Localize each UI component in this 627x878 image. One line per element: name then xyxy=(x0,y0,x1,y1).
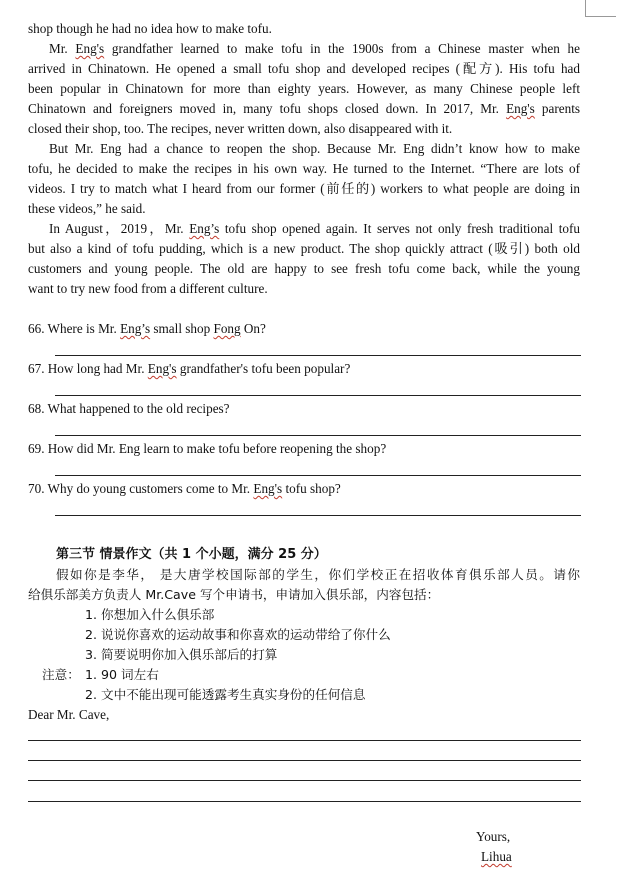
passage-line: shop though he had no idea how to make tofu. xyxy=(28,21,272,36)
note-item: 1. 90 词左右 xyxy=(85,667,159,682)
letter-signature: Lihua xyxy=(481,849,512,864)
answer-line-68[interactable] xyxy=(55,435,581,436)
answer-line-70[interactable] xyxy=(55,515,581,516)
question-68: 68. What happened to the old recipes? xyxy=(28,401,230,416)
passage-line: customers and young people. The old are happy to see fresh tofu come back, while the young xyxy=(28,261,580,276)
passage-line: Mr. Eng's grandfather learned to make tofu in the 1900s from a Chinese master when he xyxy=(49,41,580,56)
prompt-item: 2. 说说你喜欢的运动故事和你喜欢的运动带给了你什么 xyxy=(85,627,391,642)
prompt-item: 1. 你想加入什么俱乐部 xyxy=(85,607,215,622)
section-title: 第三节 情景作文（共 1 个小题，满分 25 分） xyxy=(56,547,327,562)
question-70: 70. Why do young customers come to Mr. Eng's tofu shop? xyxy=(28,481,341,496)
note-label: 注意： xyxy=(42,667,80,682)
letter-closing: Yours, xyxy=(476,829,511,844)
answer-line-67[interactable] xyxy=(55,395,581,396)
prompt-line: 假如你是李华， 是大唐学校国际部的学生，你们学校正在招收体育俱乐部人员。请你 xyxy=(56,567,580,582)
passage-line: been popular in Chinatown for more than eighty years. However, as many Chinese people left xyxy=(28,81,580,96)
question-67: 67. How long had Mr. Eng's grandfather's tofu been popular? xyxy=(28,361,351,376)
writing-line[interactable] xyxy=(28,801,581,802)
question-69: 69. How did Mr. Eng learn to make tofu before reopening the shop? xyxy=(28,441,387,456)
page-corner-mark xyxy=(585,0,616,17)
passage-line: want to try new food from a different culture. xyxy=(28,281,268,296)
passage-line: but also a kind of tofu pudding, which is a new product. The shop quickly attract (吸引) both old xyxy=(28,241,580,256)
passage-line: closed their shop, too. The recipes, never written down, also disappeared with it. xyxy=(28,121,453,136)
writing-line[interactable] xyxy=(28,740,581,741)
passage-line: videos. I try to match what I heard from our former (前任的) workers to what people are doing in xyxy=(28,181,580,196)
passage-line: arrived in Chinatown. He opened a small tofu shop and developed recipes (配方). His tofu had xyxy=(28,61,580,76)
passage-line: But Mr. Eng had a chance to reopen the shop. Because Mr. Eng didn’t know how to make xyxy=(49,141,580,156)
prompt-line: 给俱乐部美方负责人 Mr.Cave 写个申请书，申请加入俱乐部，内容包括： xyxy=(28,587,440,602)
passage-line: these videos,” he said. xyxy=(28,201,146,216)
passage-line: In August，2019，Mr. Eng’s tofu shop opened again. It serves not only fresh traditional tofu xyxy=(49,221,580,236)
answer-line-69[interactable] xyxy=(55,475,581,476)
question-66: 66. Where is Mr. Eng’s small shop Fong On? xyxy=(28,321,266,336)
passage-line: Chinatown and foreigners moved in, many tofu shops closed down. In 2017, Mr. Eng's parents xyxy=(28,101,580,116)
writing-line[interactable] xyxy=(28,780,581,781)
note-item: 2. 文中不能出现可能透露考生真实身份的任何信息 xyxy=(85,687,366,702)
passage-line: tofu, he decided to make the recipes in his own way. He turned to the Internet. “There are lots of xyxy=(28,161,580,176)
letter-greeting: Dear Mr. Cave, xyxy=(28,707,110,722)
answer-line-66[interactable] xyxy=(55,355,581,356)
writing-line[interactable] xyxy=(28,760,581,761)
prompt-item: 3. 简要说明你加入俱乐部后的打算 xyxy=(85,647,278,662)
